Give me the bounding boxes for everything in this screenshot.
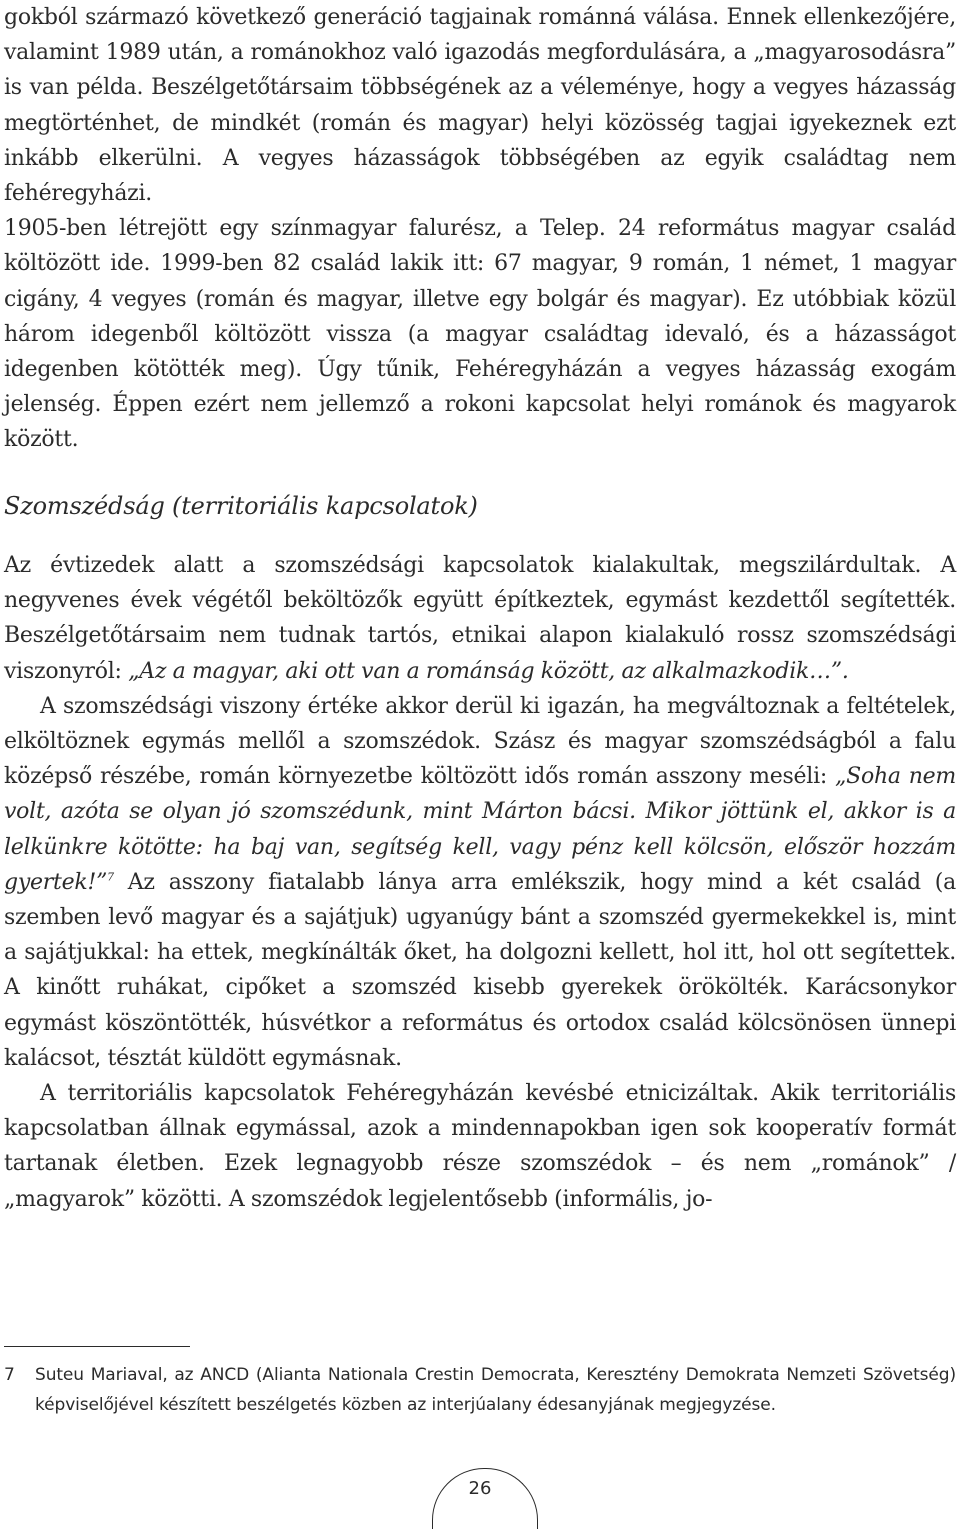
footnote-divider — [4, 1346, 190, 1347]
footnote-number: 7 — [4, 1365, 15, 1385]
section-paragraph-2-text-b: Az asszony fiatalabb lánya arra emlékszik, hogy mind a két család (a szemben levő magyar és a sajátjuk) ugyanúgy bánt a szomszéd gyermekekkel is, mint a sajátjukkal: ha ettek, megkínálták őket, ha dolgozni kellett, hol itt, hol ott segítettek. A kinőtt ruhákat, cipőket a szomszéd kisebb gyerekek örökölték. Karácsonykor egymást köszöntötték, húsvétkor a református és ortodox család kölcsönösen ünnepi kalácsot, tésztát küldött egymásnak. — [4, 869, 956, 1071]
section-paragraph-1-text: Az évtizedek alatt a szomszédsági kapcsolatok kialakultak, megszilárdultak. A negyvenes évek végétől beköltözők együtt építkeztek, egymást kezdettől segítették. Beszélgetőtársaim nem tudnak tartós, etnikai alapon kialakuló rossz szomszédsági viszonyról: — [4, 553, 956, 684]
section-body — [4, 548, 956, 1217]
footnote-reference[interactable]: 7 — [107, 870, 114, 884]
section-heading: Szomszédság (territoriális kapcsolatok) — [4, 492, 478, 520]
document-page — [4, 0, 956, 1499]
section-paragraph-2-text-a: A szomszédsági viszony értéke akkor derül ki igazán, ha megváltoznak a feltételek, elköltöznek egymás mellől a szomszédok. Szász és magyar szomszédságból a falu középső részébe, román környezetbe költözött idős román asszony meséli: — [4, 693, 956, 790]
page-number-badge — [4, 1458, 956, 1506]
footnote-text: Suteu Mariaval, az ANCD (Alianta Nationala Crestin Democrata, Keresztény Demokrata Nemzeti Szövetség) képviselőjével készített beszélgetés közben az interjúalany édesanyjának megjegyzése. — [35, 1365, 956, 1415]
intro-paragraph: gokból származó következő generáció tagjainak románná válása. Ennek ellenkezőjére, valamint 1989 után, a románokhoz való igazodás megfordulására, a „magyarosodásra” is van példa. Beszélgetőtársaim többségének az a véleménye, hogy a vegyes házasság megtörténhet, de mindkét (román és magyar) helyi közösség tagjai igyekeznek ezt inkább elkerülni. A vegyes házasságok többségében az egyik családtag nem fehéregyházi. — [4, 5, 956, 207]
section-paragraph-2 — [4, 689, 956, 1076]
page-number: 26 — [468, 1478, 492, 1499]
section-paragraph-1 — [4, 548, 956, 689]
telep-paragraph: 1905-ben létrejött egy színmagyar falurész, a Telep. 24 református magyar család költözött ide. 1999-ben 82 család lakik itt: 67 magyar, 9 román, 1 német, 1 magyar cigány, 4 vegyes (román és magyar, illetve egy bolgár és magyar). Ez utóbbiak közül három idegenből költözött vissza (a magyar családtag idevaló, és a házasságot idegenben kötötték meg). Úgy tűnik, Fehéregyházán a vegyes házasság exogám jelenség. Éppen ezért nem jellemző a rokoni kapcsolat helyi románok és magyarok között. — [4, 216, 956, 453]
section-paragraph-1-quote: „Az a magyar, aki ott van a románság között, az alkalmazkodik…”. — [128, 658, 849, 684]
footnote — [4, 1360, 956, 1420]
section-paragraph-2-quote: „Soha nem volt, azóta se olyan jó szomszédunk, mint Márton bácsi. Mikor jöttünk el, akkor is a lelkünkre kötötte: ha baj van, segítség kell, vagy pénz kell kölcsön, először hozzám gyertek!” — [4, 764, 956, 895]
top-text-block — [4, 0, 956, 458]
section-paragraph-3: A territoriális kapcsolatok Fehéregyházán kevésbé etnicizáltak. Akik territoriális kapcsolatban állnak egymással, azok a mindennapokban igen sok kooperatív formát tartanak életben. Ezek legnagyobb része szomszédok – és nem „románok” / „magyarok” közötti. A szomszédok legjelentősebb (informális, jo- — [4, 1081, 956, 1212]
